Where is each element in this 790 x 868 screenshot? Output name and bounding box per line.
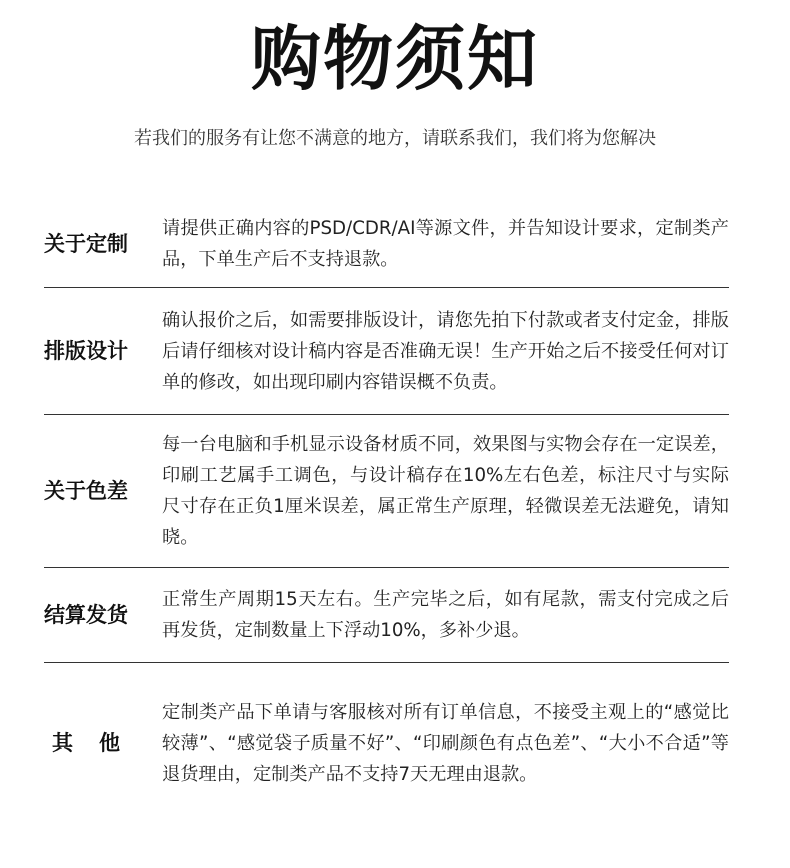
notice-row-custom: [44, 200, 729, 288]
notice-text-custom: 请提供正确内容的PSD/CDR/AI等源文件，并告知设计要求，定制类产品，下单生产后不支持退款。: [162, 217, 729, 270]
notice-text-layout-design: 确认报价之后，如需要排版设计，请您先拍下付款或者支付定金，排版后请仔细核对设计稿内容是否准确无误！生产开始之后不接受任何对订单的修改，如出现印刷内容错误概不负责。: [162, 309, 729, 393]
notice-row-layout-design: [44, 288, 729, 415]
notice-row-color-difference: [44, 415, 729, 568]
page-subtitle: 若我们的服务有让您不满意的地方，请联系我们，我们将为您解决: [134, 128, 656, 149]
notice-label-settlement-shipping: 结算发货: [44, 603, 128, 627]
notice-label-color-difference: 关于色差: [44, 479, 128, 503]
notice-text-settlement-shipping: 正常生产周期15天左右。生产完毕之后，如有尾款，需支付完成之后再发货，定制数量上下浮动10%，多补少退。: [162, 589, 729, 641]
notice-label-custom: 关于定制: [44, 231, 128, 256]
notice-text-other: 定制类产品下单请与客服核对所有订单信息，不接受主观上的“感觉比较薄”、“感觉袋子质量不好”、“印刷颜色有点色差”、“大小不合适”等退货理由，定制类产品不支持7天无理由退款。: [162, 701, 729, 785]
notice-label-layout-design: 排版设计: [44, 339, 128, 363]
notice-row-other: [44, 663, 729, 823]
page-title: 购物须知: [251, 18, 539, 100]
notice-text-color-difference: 每一台电脑和手机显示设备材质不同，效果图与实物会存在一定误差，印刷工艺属手工调色，与设计稿存在10%左右色差，标注尺寸与实际尺寸存在正负1厘米误差，属正常生产原理，轻微误差无法避免，请知晓。: [162, 434, 729, 548]
notice-label-other: 其他: [52, 731, 146, 755]
notice-list: [44, 200, 729, 823]
notice-row-settlement-shipping: [44, 568, 729, 663]
